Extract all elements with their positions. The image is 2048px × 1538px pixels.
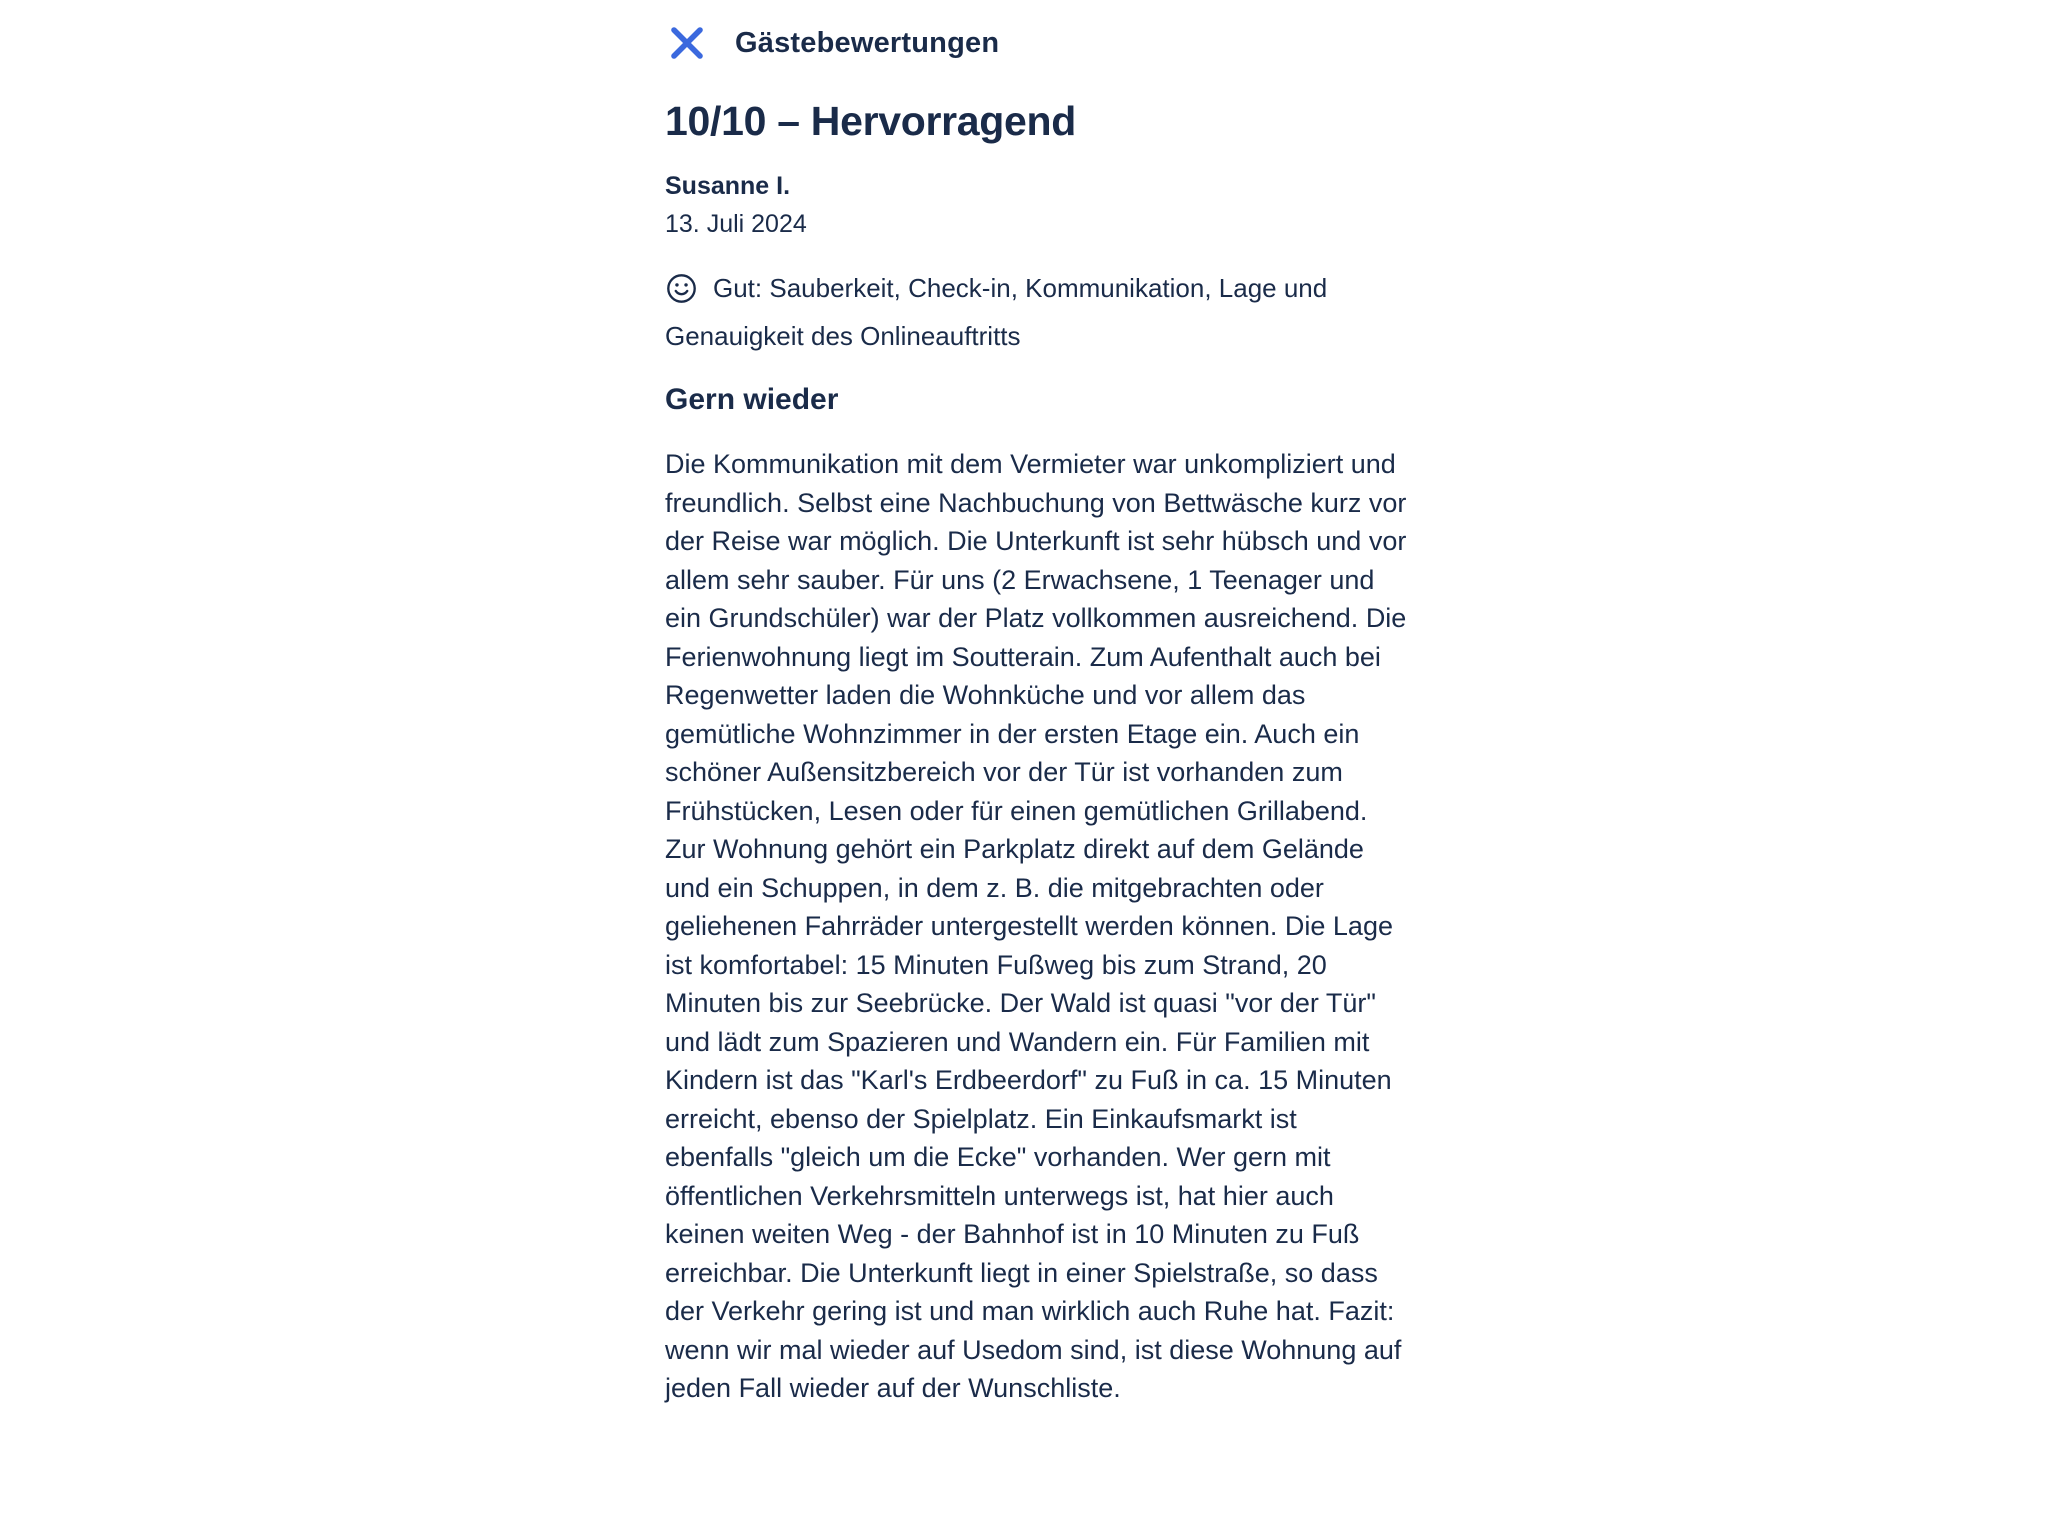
review-title: Gern wieder [665,383,839,416]
modal-header [665,20,1407,66]
review-date: 13. Juli 2024 [665,210,807,238]
rating-heading: 10/10 – Hervorragend [665,98,1077,144]
reviewer-name: Susanne I. [665,172,791,200]
modal-title: Gästebewertungen [735,26,1000,59]
review-content-column [665,20,1407,1408]
close-icon [667,23,707,63]
positive-aspects-text: Gut: Sauberkeit, Check-in, Kommunikation, Lage und Genauigkeit des Onlineauftritts [665,273,1328,351]
smiley-icon [665,272,698,316]
positive-aspects [665,268,1407,356]
close-button[interactable] [665,21,709,65]
review-body: Die Kommunikation mit dem Vermieter war unkompliziert und freundlich. Selbst eine Nachbuchung von Bettwäsche kurz vor der Reise war möglich. Die Unterkunft ist sehr hübsch und vor allem sehr sauber. Für uns (2 Erwachsene, 1 Teenager und ein Grundschüler) war der Platz vollkommen ausreichend. Die Ferienwohnung liegt im Soutterain. Zum Aufenthalt auch bei Regenwetter laden die Wohnküche und vor allem das gemütliche Wohnzimmer in der ersten Etage ein. Auch ein schöner Außensitzbereich vor der Tür ist vorhanden zum Frühstücken, Lesen oder für einen gemütlichen Grillabend. Zur Wohnung gehört ein Parkplatz direkt auf dem Gelände und ein Schuppen, in dem z. B. die mitgebrachten oder geliehenen Fahrräder untergestellt werden können. Die Lage ist komfortabel: 15 Minuten Fußweg bis zum Strand, 20 Minuten bis zur Seebrücke. Der Wald ist quasi "vor der Tür" und lädt zum Spazieren und Wandern ein. Für Familien mit Kindern ist das "Karl's Erdbeerdorf" zu Fuß in ca. 15 Minuten erreicht, ebenso der Spielplatz. Ein Einkaufsmarkt ist ebenfalls "gleich um die Ecke" vorhanden. Wer gern mit öffentlichen Verkehrsmitteln unterwegs ist, hat hier auch keinen weiten Weg - der Bahnhof ist in 10 Minuten zu Fuß erreichbar. Die Unterkunft liegt in einer Spielstraße, so dass der Verkehr gering ist und man wirklich auch Ruhe hat. Fazit: wenn wir mal wieder auf Usedom sind, ist diese Wohnung auf jeden Fall wieder auf der Wunschliste. [665,449,1407,1403]
